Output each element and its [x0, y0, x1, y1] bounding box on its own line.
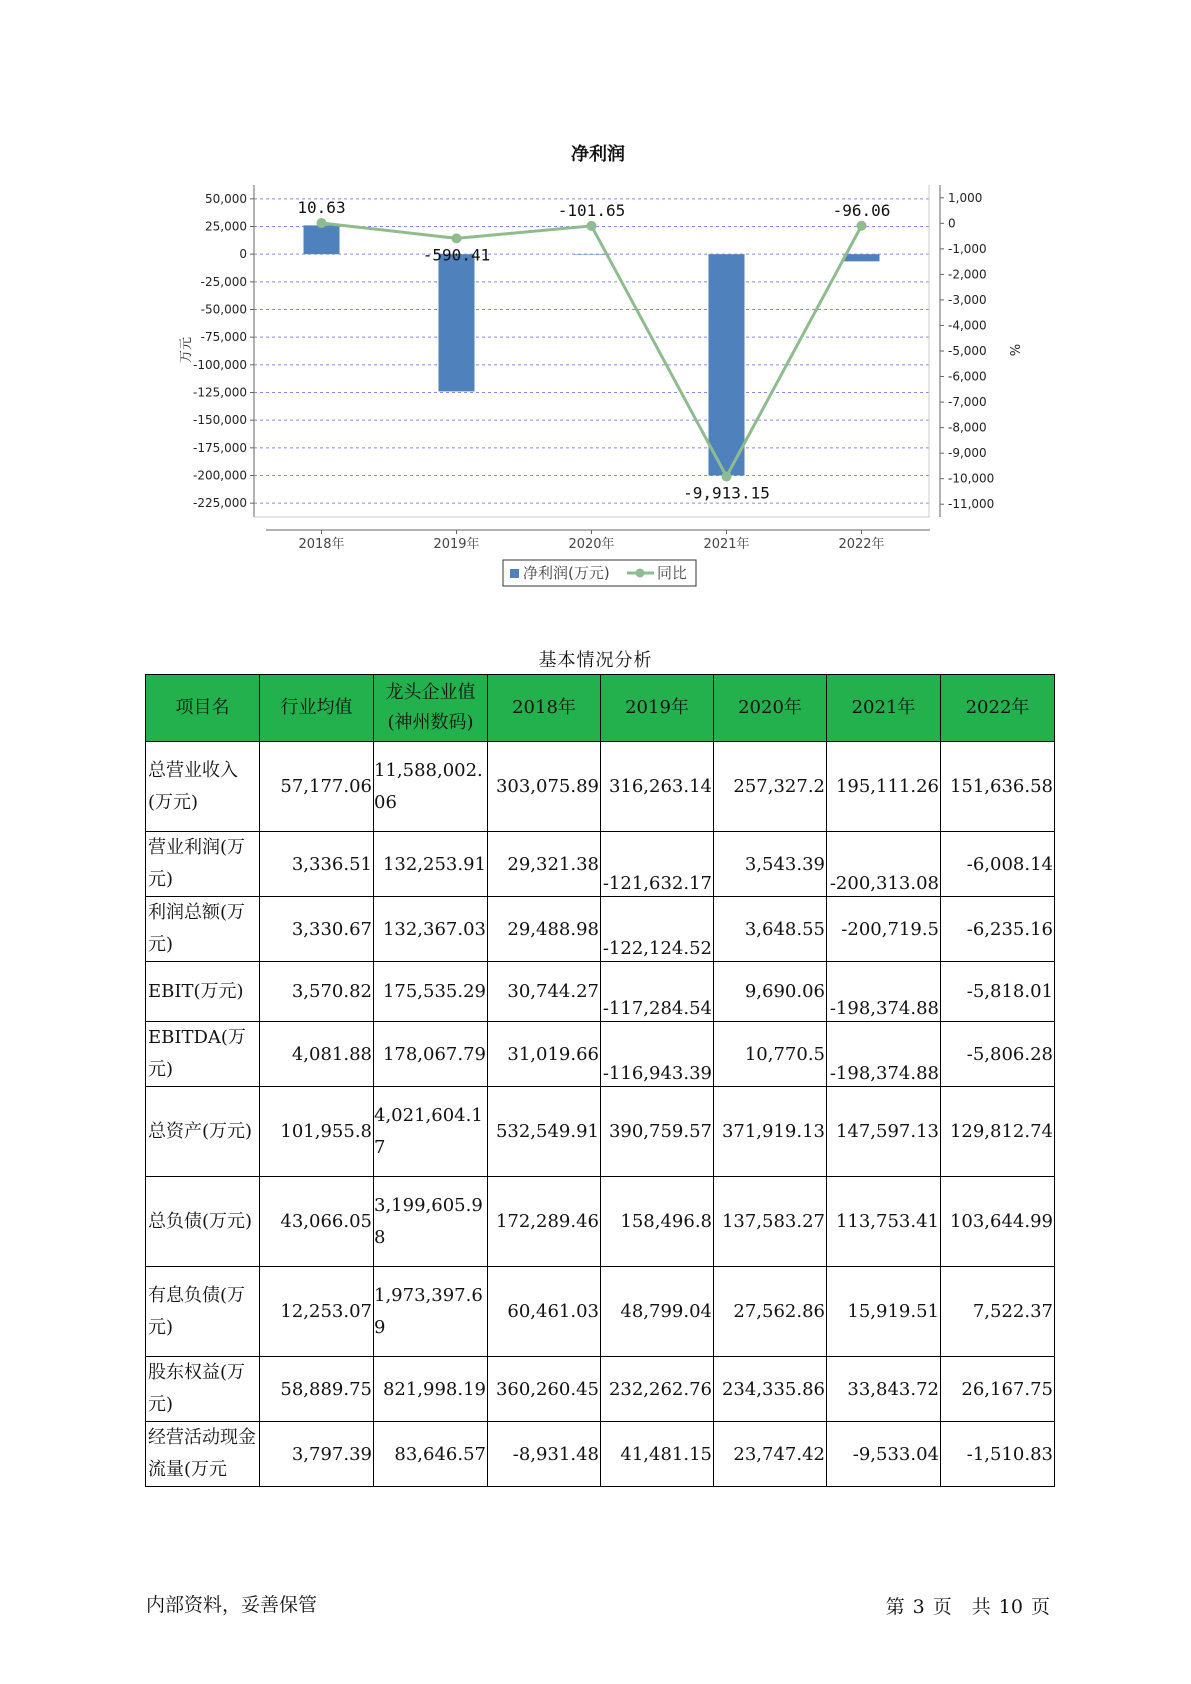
table-cell: 29,488.98	[488, 897, 601, 962]
footer-page-info	[882, 1592, 1054, 1619]
table-cell: 178,067.79	[374, 1022, 488, 1087]
table-cell: 23,747.42	[714, 1422, 827, 1487]
table-cell: 11,588,002.06	[374, 742, 488, 832]
table-cell: 3,797.39	[260, 1422, 374, 1487]
table-cell: 303,075.89	[488, 742, 601, 832]
y2-tick-label: -9,000	[948, 446, 987, 461]
table-cell: 10,770.5	[714, 1022, 827, 1087]
table-header-row	[146, 675, 1055, 742]
y2-tick-label: -5,000	[948, 344, 987, 358]
table-row	[146, 1022, 1055, 1087]
header-cell: 龙头企业值(神州数码)	[374, 675, 488, 742]
net-profit-chart	[0, 0, 1191, 600]
header-cell: 2022年	[941, 675, 1055, 742]
y-tick-label: -25,000	[200, 274, 247, 289]
table-cell: 151,636.58	[941, 742, 1055, 832]
y-tick-label: -100,000	[193, 357, 247, 372]
total-prefix: 共	[971, 1596, 991, 1618]
table-row	[146, 1357, 1055, 1422]
row-name: EBIT(万元)	[146, 962, 260, 1022]
yoy-point	[857, 221, 867, 231]
table-cell: 137,583.27	[714, 1177, 827, 1267]
data-label: -9,913.15	[683, 483, 770, 503]
table-cell: 29,321.38	[488, 832, 601, 897]
table-cell: 27,562.86	[714, 1267, 827, 1357]
x-tick-label: 2022年	[838, 537, 885, 552]
table-cell: 113,753.41	[827, 1177, 941, 1267]
x-tick-label: 2019年	[433, 537, 480, 552]
header-cell: 2019年	[601, 675, 714, 742]
bar	[574, 254, 610, 255]
row-name: 总资产(万元)	[146, 1087, 260, 1177]
y-tick-label: -75,000	[200, 330, 247, 345]
table-cell: 4,081.88	[260, 1022, 374, 1087]
header-cell: 项目名	[146, 675, 260, 742]
row-name: EBITDA(万元)	[146, 1022, 260, 1087]
table-row	[146, 1087, 1055, 1177]
y2-tick-label: -6,000	[948, 369, 987, 384]
table-cell: 3,336.51	[260, 832, 374, 897]
table-cell: 12,253.07	[260, 1267, 374, 1357]
table-cell: 158,496.8	[601, 1177, 714, 1267]
yoy-point	[317, 218, 327, 228]
table-cell: 390,759.57	[601, 1087, 714, 1177]
table-cell: 3,330.67	[260, 897, 374, 962]
row-name: 总负债(万元)	[146, 1177, 260, 1267]
page-number: 3	[912, 1596, 925, 1618]
data-labels	[297, 198, 890, 502]
table-cell: 9,690.06	[714, 962, 827, 1022]
table-cell: 30,744.27	[488, 962, 601, 1022]
table-cell: 532,549.91	[488, 1087, 601, 1177]
y-tick-label: -225,000	[193, 496, 247, 511]
x-tick-label: 2018年	[298, 537, 345, 552]
y2-tick-label: -8,000	[948, 420, 987, 435]
table-cell: -5,806.28	[941, 1022, 1055, 1087]
table-cell: 3,199,605.98	[374, 1177, 488, 1267]
table-cell: 3,543.39	[714, 832, 827, 897]
table-cell: -6,235.16	[941, 897, 1055, 962]
table-cell: 7,522.37	[941, 1267, 1055, 1357]
table-cell: -6,008.14	[941, 832, 1055, 897]
row-name: 经营活动现金流量(万元	[146, 1422, 260, 1487]
y-tick-label: 0	[239, 247, 247, 262]
table-cell: 60,461.03	[488, 1267, 601, 1357]
table-cell: 58,889.75	[260, 1357, 374, 1422]
y-tick-label: 25,000	[205, 219, 247, 234]
table-cell: -122,124.52	[601, 897, 714, 962]
table-cell: 257,327.2	[714, 742, 827, 832]
table-row	[146, 742, 1055, 832]
y2-tick-label: -4,000	[948, 318, 987, 333]
data-label: -590.41	[422, 245, 491, 265]
table-cell: 41,481.15	[601, 1422, 714, 1487]
bar	[439, 254, 475, 391]
table-cell: 3,570.82	[260, 962, 374, 1022]
y-tick-label: 50,000	[205, 191, 247, 206]
table-cell: 316,263.14	[601, 742, 714, 832]
yoy-point	[452, 233, 462, 243]
y2-tick-label: -10,000	[948, 471, 995, 486]
table-cell: 371,919.13	[714, 1087, 827, 1177]
header-cell: 2021年	[827, 675, 941, 742]
bar	[709, 254, 745, 475]
table-cell: 43,066.05	[260, 1177, 374, 1267]
bar	[844, 254, 880, 261]
header-cell: 2020年	[714, 675, 827, 742]
table-cell: 232,262.76	[601, 1357, 714, 1422]
legend-bar-swatch	[510, 569, 519, 578]
table-cell: 1,973,397.69	[374, 1267, 488, 1357]
table-cell: 48,799.04	[601, 1267, 714, 1357]
yoy-point	[587, 221, 597, 231]
table-cell: -198,374.88	[827, 1022, 941, 1087]
table-cell: -117,284.54	[601, 962, 714, 1022]
data-label: 10.63	[297, 198, 346, 218]
row-name: 营业利润(万元)	[146, 832, 260, 897]
table-cell: 57,177.06	[260, 742, 374, 832]
row-name: 股东权益(万元)	[146, 1357, 260, 1422]
data-label: -96.06	[832, 200, 891, 220]
table-cell: 83,646.57	[374, 1422, 488, 1487]
x-tick-label: 2020年	[568, 537, 615, 552]
table-cell: 33,843.72	[827, 1357, 941, 1422]
table-cell: -8,931.48	[488, 1422, 601, 1487]
chart-title: 净利润	[571, 144, 625, 165]
table-row	[146, 897, 1055, 962]
table-caption: 基本情况分析	[538, 650, 653, 671]
row-name: 总营业收入(万元)	[146, 742, 260, 832]
row-name: 利润总额(万元)	[146, 897, 260, 962]
table-row	[146, 832, 1055, 897]
table-cell: 132,367.03	[374, 897, 488, 962]
yoy-line	[322, 223, 862, 476]
table-cell: 4,021,604.17	[374, 1087, 488, 1177]
y-tick-label: -200,000	[193, 468, 247, 483]
table-cell: 195,111.26	[827, 742, 941, 832]
table-cell: 175,535.29	[374, 962, 488, 1022]
table-cell: -5,818.01	[941, 962, 1055, 1022]
table-row	[146, 962, 1055, 1022]
table-cell: 132,253.91	[374, 832, 488, 897]
y-tick-label: -50,000	[200, 302, 247, 317]
line-series	[317, 218, 867, 481]
table-cell: 147,597.13	[827, 1087, 941, 1177]
table-cell: -198,374.88	[827, 962, 941, 1022]
legend-line-label: 同比	[657, 564, 688, 582]
table-cell: -116,943.39	[601, 1022, 714, 1087]
y2-tick-label: -3,000	[948, 292, 987, 307]
table-cell: -200,313.08	[827, 832, 941, 897]
y2-tick-label: 0	[948, 216, 956, 231]
table-cell: 103,644.99	[941, 1177, 1055, 1267]
legend-line-marker	[636, 569, 645, 578]
y-tick-label: -150,000	[193, 413, 247, 428]
table-cell: 360,260.45	[488, 1357, 601, 1422]
table-row	[146, 1267, 1055, 1357]
y2-tick-label: -2,000	[948, 267, 987, 282]
total-pages: 10	[998, 1596, 1023, 1618]
page-mid: 页	[932, 1596, 952, 1618]
legend-bar-label: 净利润(万元)	[523, 564, 610, 582]
basic-analysis-table	[145, 674, 1055, 1487]
y2-tick-label: 1,000	[948, 190, 983, 205]
y-tick-label: -175,000	[193, 440, 247, 455]
y2-tick-label: -11,000	[948, 497, 995, 512]
table-cell: 15,919.51	[827, 1267, 941, 1357]
x-tick-label: 2021年	[703, 537, 750, 552]
header-cell: 行业均值	[260, 675, 374, 742]
table-cell: 234,335.86	[714, 1357, 827, 1422]
table-cell: 101,955.8	[260, 1087, 374, 1177]
y-axis-label: 万元	[179, 336, 194, 364]
table-cell: 31,019.66	[488, 1022, 601, 1087]
y2-tick-label: -1,000	[948, 241, 987, 256]
table-cell: 129,812.74	[941, 1087, 1055, 1177]
grid-lines	[254, 199, 929, 503]
table-row	[146, 1177, 1055, 1267]
table-cell: 172,289.46	[488, 1177, 601, 1267]
header-cell: 2018年	[488, 675, 601, 742]
table-row	[146, 1422, 1055, 1487]
total-suffix: 页	[1030, 1596, 1050, 1618]
table-cell: -9,533.04	[827, 1422, 941, 1487]
table-cell: -200,719.5	[827, 897, 941, 962]
bar	[304, 225, 340, 254]
page-prefix: 第	[885, 1596, 905, 1618]
yoy-point	[722, 471, 732, 481]
y2-axis-label: %	[1006, 343, 1021, 357]
table-cell: 821,998.19	[374, 1357, 488, 1422]
row-name: 有息负债(万元)	[146, 1267, 260, 1357]
footer-confidential-note: 内部资料，妥善保管	[146, 1594, 318, 1616]
table-cell: -1,510.83	[941, 1422, 1055, 1487]
y2-tick-label: -7,000	[948, 395, 987, 410]
chart-legend	[503, 560, 696, 586]
data-label: -101.65	[557, 200, 626, 220]
table-cell: -121,632.17	[601, 832, 714, 897]
table-cell: 3,648.55	[714, 897, 827, 962]
table-cell: 26,167.75	[941, 1357, 1055, 1422]
y-tick-label: -125,000	[193, 385, 247, 400]
